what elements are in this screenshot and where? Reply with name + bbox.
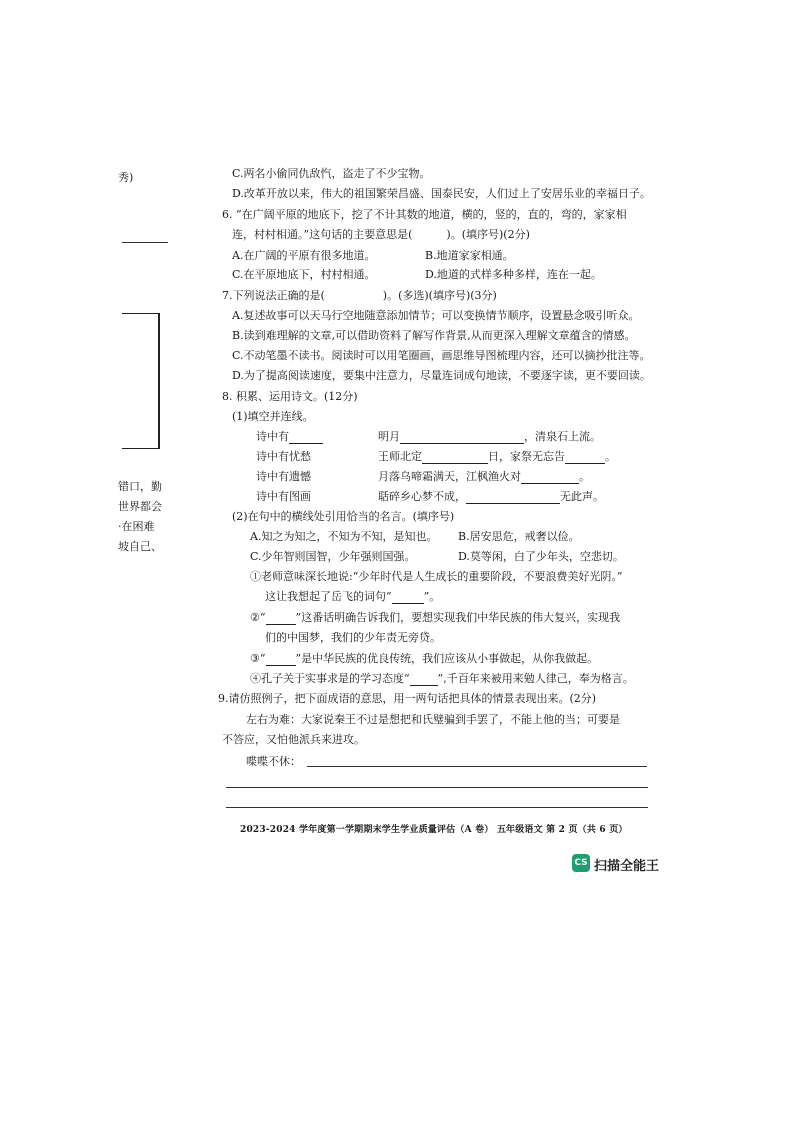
q8-quote-c: C.少年智则国智，少年强则国强。: [250, 550, 416, 563]
left-fragment-mark: 秀): [118, 171, 134, 184]
q9-answer-line-1[interactable]: [307, 766, 647, 767]
q8-quote-d: D.莫等闲，白了少年头，空悲切。: [458, 550, 624, 563]
q8-quote-b: B.居安思危，戒奢以俭。: [458, 530, 580, 543]
left-fragment-box: [122, 313, 160, 449]
q8-row1-right-blank[interactable]: [400, 431, 524, 444]
q9-stem: 9.请仿照例子，把下面成语的意思，用一两句话把具体的情景表现出来。(2分): [218, 692, 597, 705]
q9-example-line2: 不答应，又怕他派兵来进攻。: [222, 733, 365, 746]
q8-item1-blank[interactable]: [392, 591, 424, 604]
q6-stem-line2: 连，村村相通。”这句话的主要意思是( )。(填序号)(2分): [232, 228, 530, 241]
q8-item3-line: ③“ ”是中华民族的优良传统，我们应该从小事做起，从你我做起。: [250, 652, 599, 665]
q8-row3-blank[interactable]: [521, 471, 579, 484]
q8-item2-blank[interactable]: [266, 612, 296, 625]
left-fragment-line: 坡自己、: [118, 540, 162, 553]
q6-option-d: D.地道的式样多种多样，连在一起。: [425, 268, 602, 281]
q8-item3-blank[interactable]: [266, 653, 296, 666]
q9-prompt: 喋喋不休：: [246, 755, 301, 768]
camscanner-logo-icon: CS: [572, 854, 590, 872]
q8-item1-line2: 这让我想起了岳飞的词句“ ”。: [265, 590, 441, 603]
left-fragment-line: 世界都会: [118, 500, 162, 513]
q8-row4-left: 诗中有图画: [256, 490, 311, 503]
q8-item4-line: ④孔子关于实事求是的学习态度“ ”,千百年来被用来勉人律己，奉为格言。: [250, 672, 634, 685]
q8-row1-left-blank[interactable]: [289, 431, 323, 444]
q8-item2-line2: 们的中国梦，我们的少年责无旁贷。: [265, 631, 441, 644]
q8-row2-right: 王师北定 日，家祭无忘告 。: [378, 450, 616, 463]
q8-row4-blank[interactable]: [466, 491, 560, 504]
q6-option-a: A.在广阔的平原有很多地道。: [232, 249, 376, 262]
q9-answer-line-2[interactable]: [226, 787, 648, 788]
q7-option-d: D.为了提高阅读速度，要集中注意力，尽量连词成句地读，不要逐字读，更不要回读。: [232, 369, 651, 382]
q8-row1-right: 明月 ，清泉石上流。: [378, 430, 601, 443]
q8-item2-line1: ②“ ”这番话明确告诉我们，要想实现我们中华民族的伟大复兴，实现我: [250, 611, 621, 624]
camscanner-label: 扫描全能王: [594, 859, 660, 874]
left-fragment-line: 错口，勤: [118, 480, 162, 493]
page-footer: 2023-2024 学年度第一学期期末学生学业质量评估（A 卷） 五年级语文 第 2 页（共 6 页）: [240, 825, 628, 835]
q6-option-c: C.在平原地底下，村村相通。: [232, 268, 376, 281]
q6-stem-line1: 6. “在广阔平原的地底下，挖了不计其数的地道，横的，竖的，直的，弯的，家家相: [222, 208, 627, 221]
q9-answer-line-3[interactable]: [226, 807, 648, 808]
q8-row1-left: 诗中有: [256, 430, 323, 444]
q8-row4-right: 聒碎乡心梦不成， 无此声。: [378, 490, 604, 503]
q7-option-a: A.复述故事可以天马行空地随意添加情节；可以变换情节顺序，设置悬念吸引听众。: [232, 309, 640, 322]
q8-row3-right: 月落乌啼霜满天，江枫渔火对 。: [378, 470, 590, 483]
q8-part2-label: (2)在句中的横线处引用恰当的名言。(填序号): [232, 510, 455, 523]
q9-example-line1: 左右为难：大家说秦王不过是想把和氏璧骗到手罢了，不能上他的当；可要是: [246, 713, 620, 726]
q8-item1-line1: ①老师意味深长地说:“少年时代是人生成长的重要阶段，不要浪费美好光阴。”: [250, 570, 623, 583]
q8-row2-blank-2[interactable]: [565, 451, 605, 464]
left-fragment-rule: [122, 242, 168, 243]
q8-item4-blank[interactable]: [410, 673, 438, 686]
q8-stem: 8. 积累、运用诗文。(12分): [222, 390, 358, 403]
q6-option-b: B.地道家家相通。: [425, 249, 514, 262]
q7-option-b: B.读到难理解的文章,可以借助资料了解写作背景,从而更深入理解文章蕴含的情感。: [232, 329, 636, 342]
q8-row2-left: 诗中有忧愁: [256, 450, 311, 463]
q8-row3-left: 诗中有遗憾: [256, 470, 311, 483]
q5-option-c: C.两名小偷同仇敌忾，盗走了不少宝物。: [232, 167, 431, 180]
q8-row2-blank-1[interactable]: [422, 451, 488, 464]
q5-option-d: D.改革开放以来，伟大的祖国繁荣昌盛、国泰民安，人们过上了安居乐业的幸福日子。: [232, 187, 651, 200]
q8-part1-label: (1)填空并连线。: [232, 410, 314, 423]
left-fragment-line: ·在困难: [118, 520, 155, 533]
q7-option-c: C.不动笔墨不读书。阅读时可以用笔圈画，画思维导图梳理内容，还可以摘抄批注等。: [232, 349, 651, 362]
q7-stem: 7.下列说法正确的是( )。(多选)(填序号)(3分): [222, 289, 497, 302]
q8-quote-a: A.知之为知之，不知为不知，是知也。: [250, 530, 438, 543]
